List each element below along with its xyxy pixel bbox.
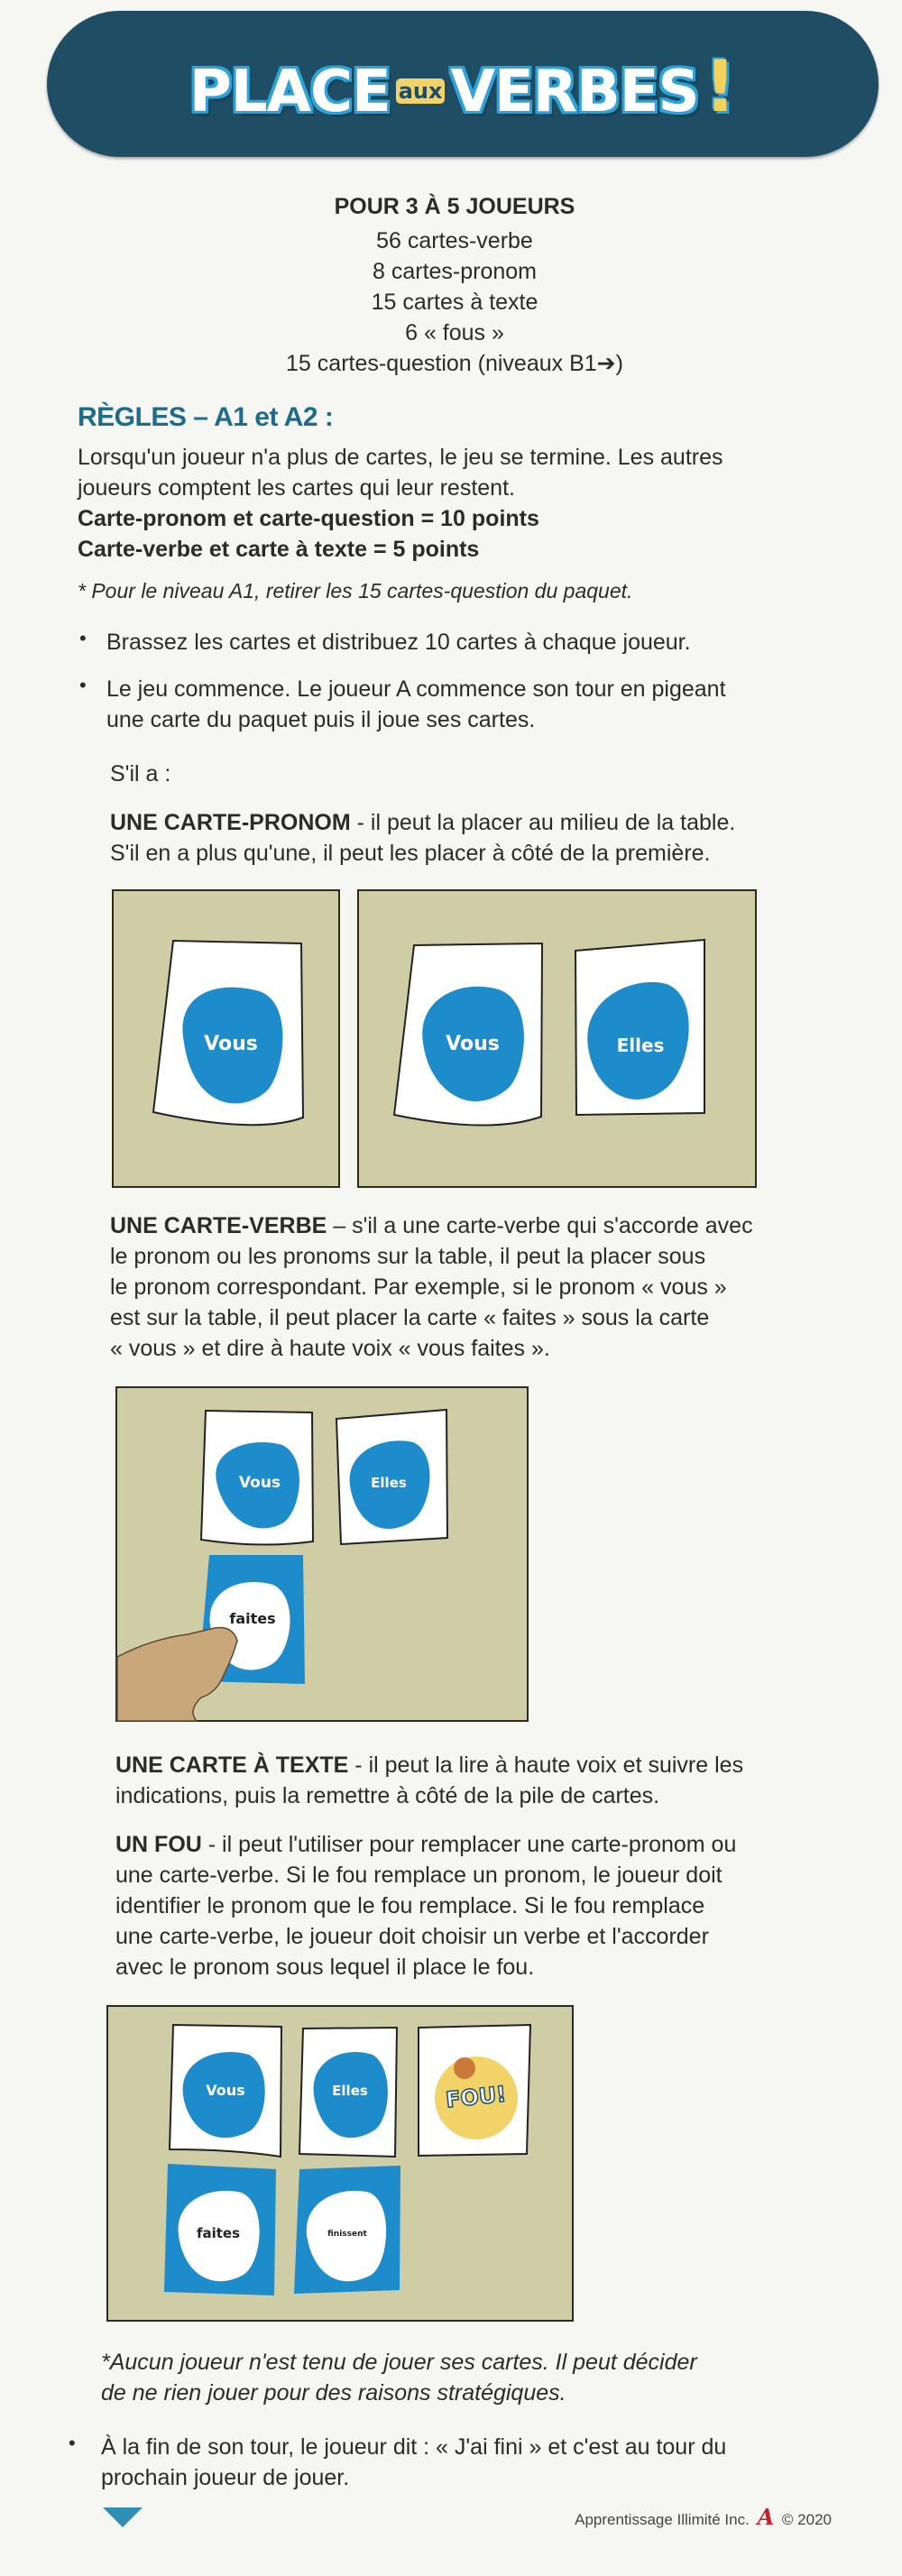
- text-line: Lorsqu'un joueur n'a plus de cartes, le jeu se termine. Les autres: [78, 445, 723, 470]
- scoring-pronom-question: Carte-pronom et carte-question = 10 points: [78, 506, 539, 531]
- text-line: - il peut l'utiliser pour remplacer une carte-pronom ou: [201, 1832, 737, 1857]
- footer-credit: [487, 2504, 832, 2530]
- title-word-place: PLACE: [189, 59, 391, 125]
- text-line: une carte du paquet puis il joue ses cartes.: [106, 707, 536, 732]
- rule-term: UNE CARTE À TEXTE: [115, 1753, 349, 1778]
- end-of-game-text: [78, 442, 723, 565]
- text-line: À la fin de son tour, le joueur dit : « J'ai fini » et c'est au tour du: [101, 2434, 727, 2460]
- contents-item: 15 cartes-question (niveaux B1➔): [286, 351, 623, 376]
- rule-texte: [115, 1750, 743, 1811]
- title-exclamation: !: [704, 47, 737, 128]
- card-label: Vous: [204, 1033, 258, 1055]
- contents-item: 56 cartes-verbe: [376, 228, 533, 253]
- rules-heading: RÈGLES – A1 et A2 :: [78, 402, 334, 432]
- contents-item: 6 « fous »: [405, 320, 504, 345]
- bullet-start: [106, 674, 726, 735]
- text-line: joueurs comptent les cartes qui leur restent.: [78, 475, 515, 501]
- illustration-verbe-placement: [115, 1386, 529, 1723]
- card-label: finissent: [327, 2230, 367, 2239]
- text-line: indications, puis la remettre à côté de la pile de cartes.: [115, 1783, 660, 1808]
- publisher-logo: A: [757, 2504, 775, 2530]
- bullet-icon: •: [79, 674, 87, 696]
- rule-term: UN FOU: [115, 1832, 202, 1857]
- title-banner: [47, 11, 879, 157]
- text-line: Le jeu commence. Le joueur A commence son tour en pigeant: [106, 676, 726, 702]
- pronom-card: [394, 943, 542, 1126]
- rule-verbe: [110, 1210, 753, 1364]
- text-line: avec le pronom sous lequel il place le fou.: [115, 1955, 535, 1980]
- card-label: Vous: [238, 1474, 281, 1492]
- verbe-card: [294, 2166, 400, 2294]
- text-line: une carte-verbe, le joueur doit choisir un verbe et l'accorder: [115, 1924, 709, 1949]
- text-line: une carte-verbe. Si le fou remplace un pronom, le joueur doit: [115, 1863, 723, 1888]
- card-label: Elles: [616, 1035, 665, 1056]
- text-line: – s'il a une carte-verbe qui s'accorde avec: [327, 1213, 753, 1238]
- title-word-aux: aux: [396, 78, 446, 104]
- players-count: POUR 3 À 5 JOUEURS: [334, 194, 575, 219]
- publisher-name: Apprentissage Illimité Inc.: [575, 2511, 750, 2528]
- contents-item: 8 cartes-pronom: [372, 259, 538, 284]
- rule-term: UNE CARTE-PRONOM: [110, 810, 351, 835]
- pronom-card: [153, 941, 303, 1125]
- card-label: Vous: [446, 1033, 500, 1055]
- note-a1: * Pour le niveau A1, retirer les 15 cartes-question du paquet.: [78, 579, 633, 603]
- text-line: - il peut la lire à haute voix et suivre les: [348, 1753, 744, 1778]
- title-word-verbes: VERBES: [450, 59, 699, 125]
- card-label: Elles: [371, 1475, 407, 1491]
- rule-term: UNE CARTE-VERBE: [110, 1213, 327, 1238]
- note-strategy: [101, 2347, 697, 2408]
- card-label: faites: [229, 1610, 276, 1627]
- rule-pronom: [110, 807, 735, 869]
- text-line: de ne rien jouer pour des raisons stratégiques.: [101, 2380, 566, 2406]
- illustration-pronom-placement: [112, 889, 758, 1189]
- card-label: faites: [196, 2225, 241, 2241]
- text-line: « vous » et dire à haute voix « vous faites ».: [110, 1336, 550, 1361]
- pronom-card: [170, 2025, 281, 2157]
- illustration-fou-placement: [106, 2005, 574, 2322]
- text-line: identifier le pronom que le fou remplace. Si le fou remplace: [115, 1893, 705, 1918]
- jester-icon: [454, 2057, 475, 2079]
- scoring-verbe-texte: Carte-verbe et carte à texte = 5 points: [78, 537, 480, 562]
- pronom-card: [575, 940, 704, 1115]
- bullet-icon: •: [69, 2432, 76, 2454]
- game-logo-title: [47, 47, 879, 128]
- card-label: FOU!: [444, 2081, 508, 2113]
- text-line: - il peut la placer au milieu de la table.: [350, 810, 736, 835]
- bullet-icon: •: [79, 627, 87, 649]
- text-line: le pronom ou les pronoms sur la table, il peut la placer sous: [110, 1244, 706, 1269]
- next-page-triangle-icon: [103, 2507, 143, 2529]
- rule-fou: [115, 1829, 736, 1983]
- verbe-card: [164, 2164, 276, 2295]
- text-line: est sur la table, il peut placer la carte « faites » sous la carte: [110, 1305, 710, 1330]
- pronom-card: [336, 1410, 447, 1544]
- bullet-shuffle: Brassez les cartes et distribuez 10 cartes à chaque joueur.: [106, 630, 691, 655]
- contents-list: [0, 225, 902, 379]
- pronom-card: [299, 2028, 397, 2157]
- bullet-end-turn: [101, 2432, 726, 2493]
- card-label: Vous: [206, 2082, 245, 2099]
- text-line: *Aucun joueur n'est tenu de jouer ses cartes. Il peut décider: [101, 2350, 697, 2375]
- text-line: S'il en a plus qu'une, il peut les placer à côté de la première.: [110, 841, 711, 866]
- contents-item: 15 cartes à texte: [371, 290, 538, 315]
- sila-label: S'il a :: [110, 761, 171, 787]
- text-line: le pronom correspondant. Par exemple, si le pronom « vous »: [110, 1274, 727, 1300]
- copyright: © 2020: [781, 2511, 832, 2528]
- pronom-card: [201, 1411, 313, 1545]
- text-line: prochain joueur de jouer.: [101, 2465, 350, 2490]
- fou-card: [419, 2025, 530, 2156]
- card-label: Elles: [332, 2083, 368, 2099]
